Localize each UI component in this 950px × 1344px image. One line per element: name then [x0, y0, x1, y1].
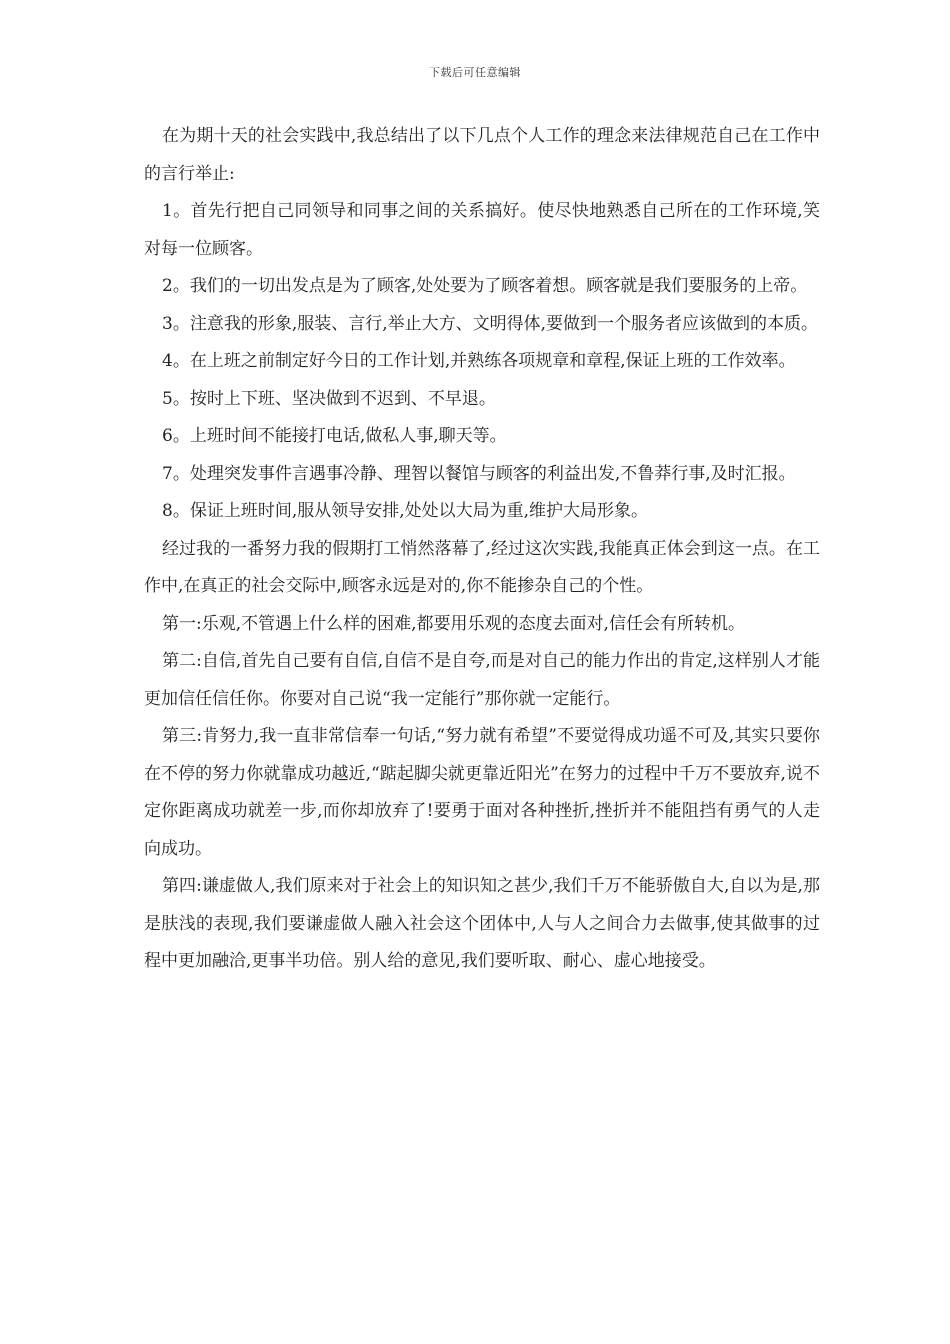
list-item: 1。首先行把自己同领导和同事之间的关系搞好。使尽快地熟悉自己所在的工作环境,笑对每一位顾客。 [144, 201, 820, 259]
list-item: 4。在上班之前制定好今日的工作计划,并熟练各项规章和章程,保证上班的工作效率。 [162, 351, 796, 371]
paragraph: 第一:乐观,不管遇上什么样的困难,都要用乐观的态度去面对,信任会有所转机。 [162, 613, 745, 634]
document-body [144, 118, 820, 981]
paragraph: 在为期十天的社会实践中,我总结出了以下几点个人工作的理念来法律规范自己在工作中的言行举止: [144, 126, 820, 184]
list-item: 8。保证上班时间,服从领导安排,处处以大局为重,维护大局形象。 [162, 501, 649, 521]
paragraph: 第三:肯努力,我一直非常信奉一句话,“努力就有希望”不要觉得成功遥不可及,其实只要你在不停的努力你就靠成功越近,“踮起脚尖就更靠近阳光”在努力的过程中千万不要放弃,说不定你距离成功就差一步,而你却放弃了!要勇于面对各种挫折,挫折并不能阻挡有勇气的人走向成功。 [144, 726, 820, 859]
paragraph: 第四:谦虚做人,我们原来对于社会上的知识知之甚少,我们千万不能骄傲自大,自以为是,那是肤浅的表现,我们要谦虚做人融入社会这个团体中,人与人之间合力去做事,使其做事的过程中更加融洽,更事半功倍。别人给的意见,我们要听取、耐心、虚心地接受。 [144, 876, 820, 971]
list-item: 2。我们的一切出发点是为了顾客,处处要为了顾客着想。顾客就是我们要服务的上帝。 [162, 276, 808, 296]
list-item: 6。上班时间不能接打电话,做私人事,聊天等。 [162, 426, 507, 446]
paragraph: 第二:自信,首先自己要有自信,自信不是自夸,而是对自己的能力作出的肯定,这样别人才能更加信任信任你。你要对自己说“我一定能行”那你就一定能行。 [144, 651, 820, 709]
list-item: 3。注意我的形象,服装、言行,举止大方、文明得体,要做到一个服务者应该做到的本质。 [162, 313, 819, 334]
page-header: 下载后可任意编辑 [429, 66, 521, 79]
list-item: 5。按时上下班、坚决做到不迟到、不早退。 [162, 388, 496, 409]
paragraph: 经过我的一番努力我的假期打工悄然落幕了,经过这次实践,我能真正体会到这一点。在工作中,在真正的社会交际中,顾客永远是对的,你不能掺杂自己的个性。 [144, 538, 820, 596]
list-item: 7。处理突发事件言遇事冷静、理智以餐馆与顾客的利益出发,不鲁莽行事,及时汇报。 [162, 463, 796, 484]
